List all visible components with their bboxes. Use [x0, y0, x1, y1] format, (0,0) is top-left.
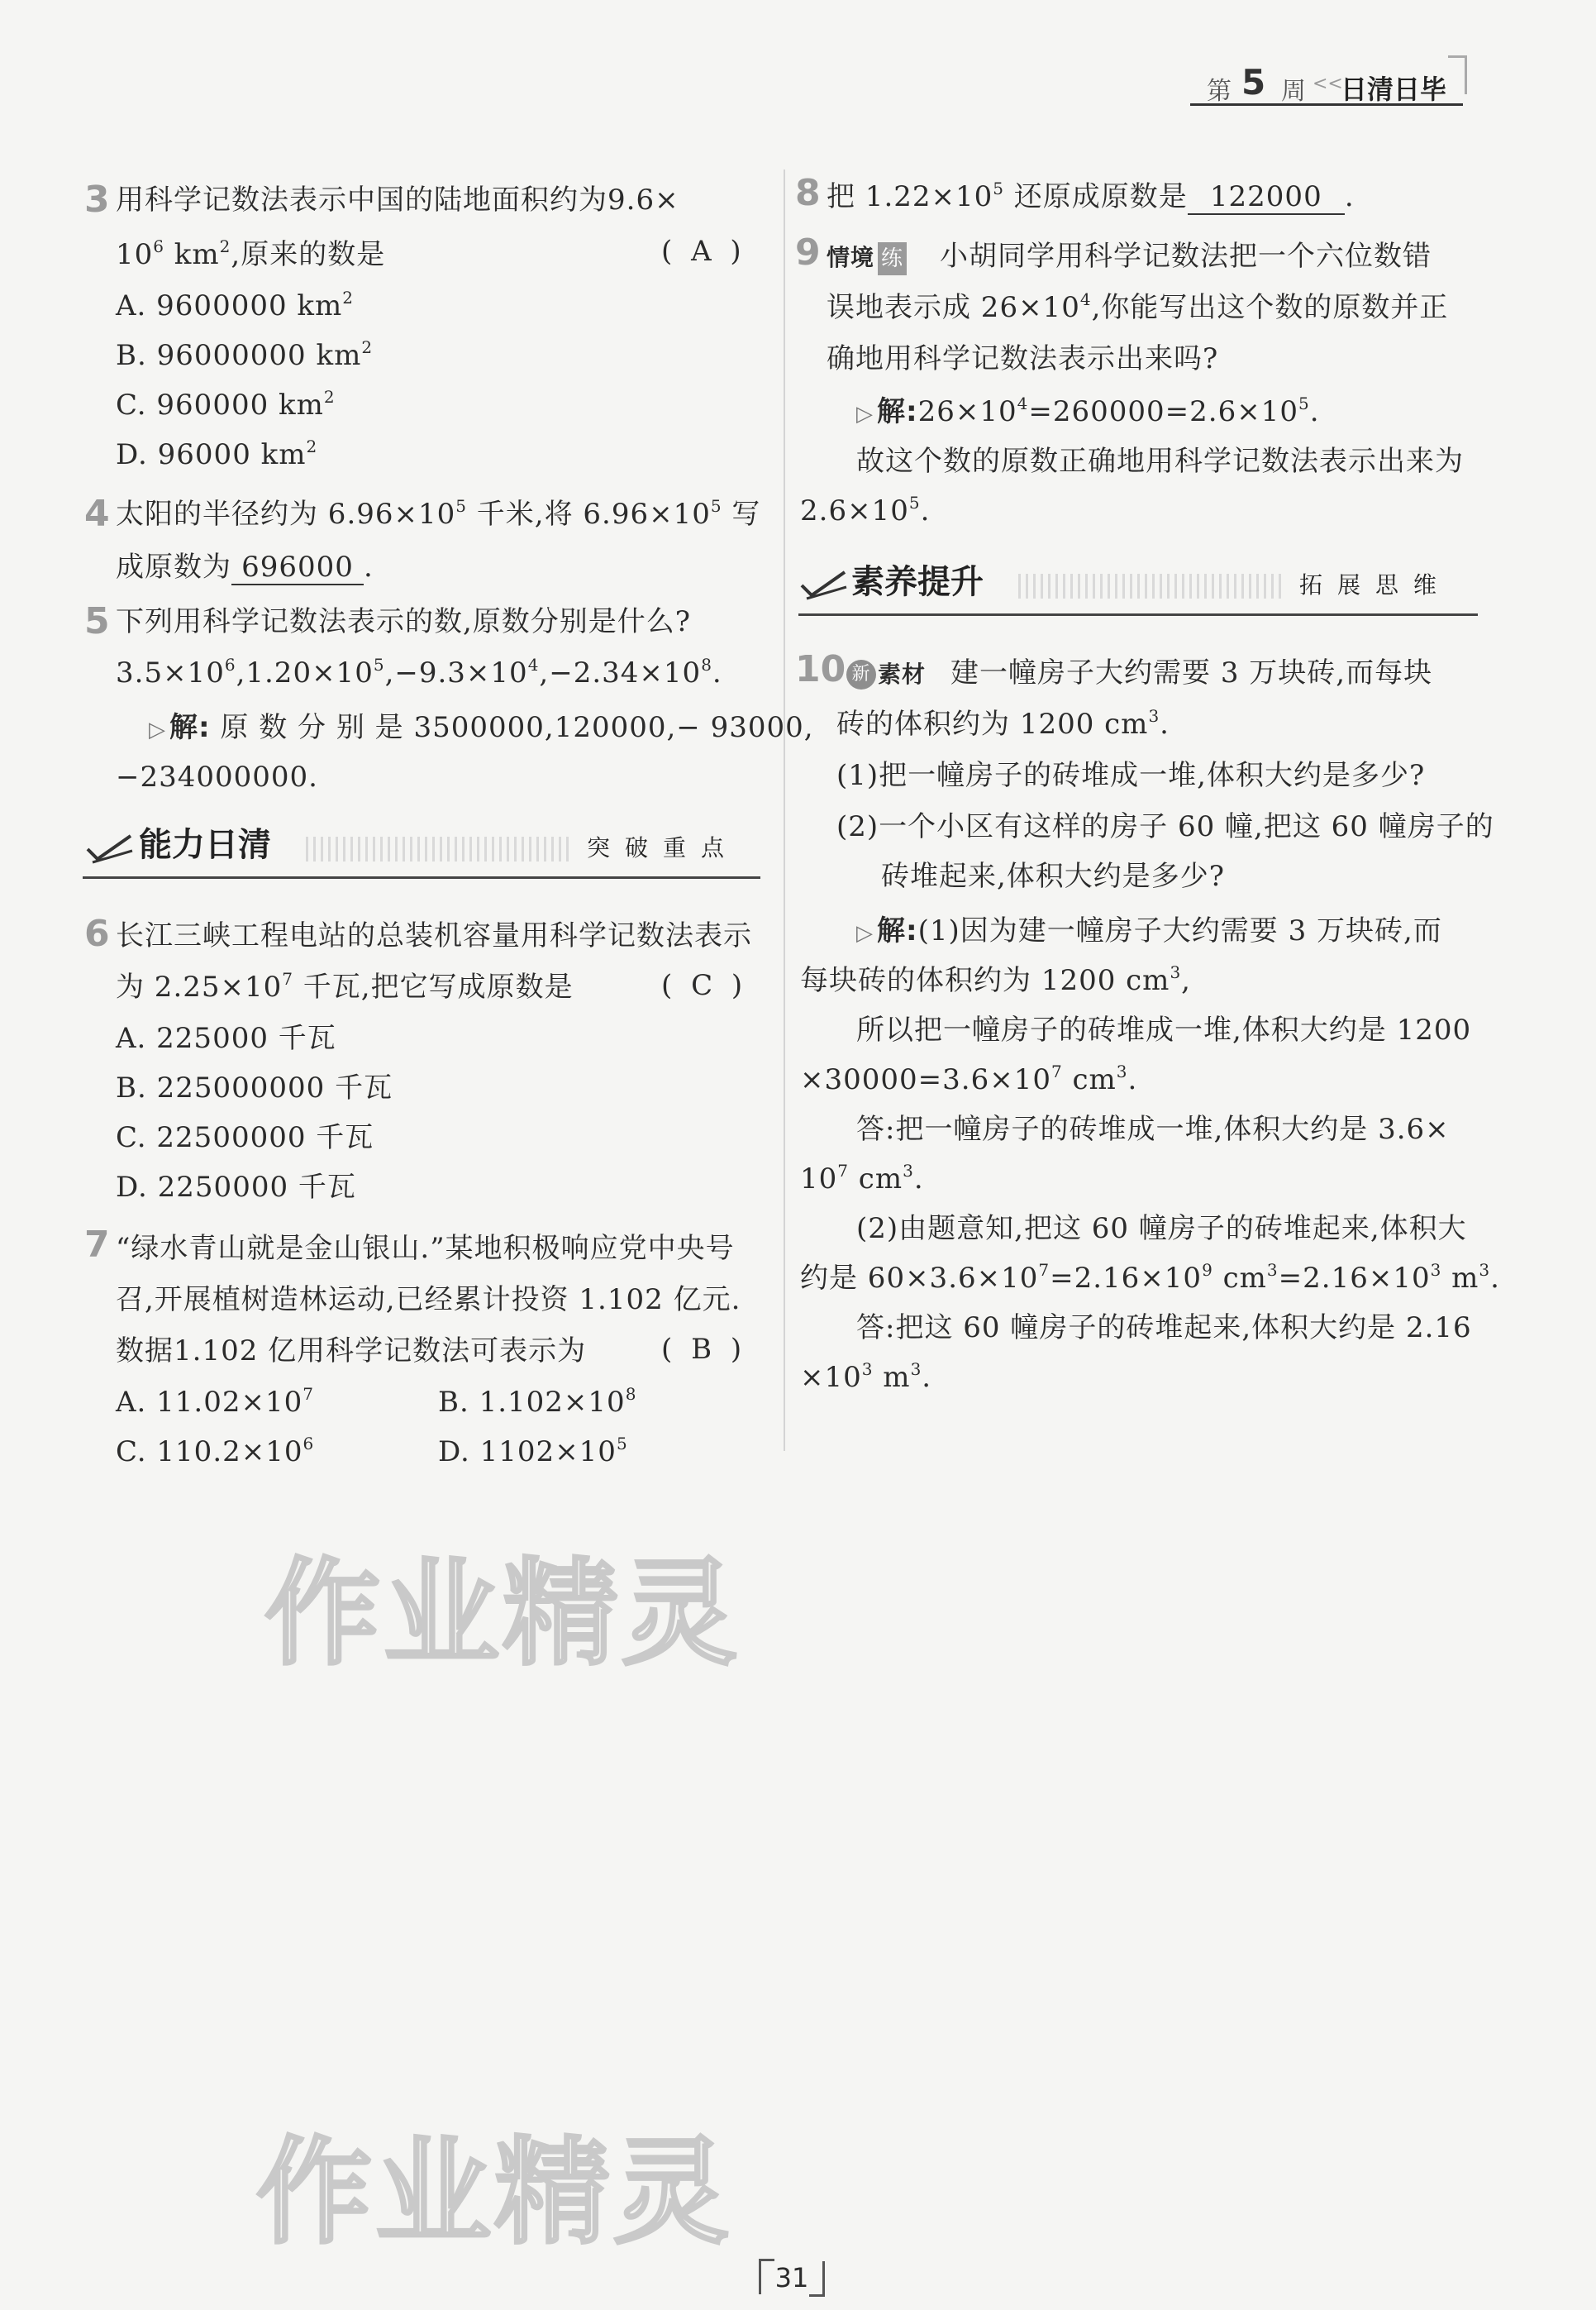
- option-c: C. 960000 $km^2$: [116, 387, 336, 422]
- question-number: 4: [84, 493, 110, 535]
- solution-answer: 答:把这 60 幢房子的砖堆起来,体积大约是 2.16: [856, 1311, 1472, 1344]
- page-header: [1190, 62, 1463, 112]
- solution-text: (2)由题意知,把这 60 幢房子的砖堆起来,体积大: [856, 1212, 1467, 1245]
- question-number: 10: [795, 648, 846, 690]
- question-number: 8: [795, 172, 821, 214]
- solution-answer: $10^7$ $cm^3$.: [800, 1161, 924, 1196]
- practice-badge: 练: [878, 242, 907, 275]
- section-title: 能力日清: [139, 826, 271, 864]
- new-badge: 新: [846, 660, 876, 690]
- option-d: D. 96000 $km^2$: [116, 437, 318, 471]
- question-text: 新 素材 建一幢房子大约需要 3 万块砖,而每块: [846, 656, 1432, 691]
- question-part-1: (1)把一幢房子的砖堆成一堆,体积大约是多少?: [836, 759, 1426, 792]
- question-text: 情境 练 小胡同学用科学记数法把一个六位数错: [827, 240, 1432, 275]
- question-text: 把 $1.22\times 10^5$ 还原成原数是 122000 .: [827, 179, 1355, 213]
- header-series-title: 日清日毕: [1341, 74, 1447, 105]
- option-b: B. 225000000 千瓦: [116, 1071, 393, 1105]
- solution-label: ▷ 解:: [856, 395, 918, 428]
- option-b: B. 96000000 $km^2$: [116, 337, 374, 372]
- option-c: C. 22500000 千瓦: [116, 1121, 374, 1154]
- question-number: 6: [84, 913, 110, 955]
- header-week-prefix: 第: [1207, 77, 1232, 106]
- section-dotbar: [306, 837, 570, 861]
- question-text: 砖的体积约为 1200 $cm^3$.: [836, 706, 1170, 741]
- question-part-2: (2)一个小区有这样的房子 60 幢,把这 60 幢房子的: [836, 810, 1494, 843]
- answer-choice: ( A ): [661, 235, 746, 268]
- answer-choice: ( B ): [661, 1333, 747, 1366]
- solution-answer: $\times 10^3$ $m^3$.: [800, 1359, 932, 1394]
- question-number: 5: [84, 600, 110, 642]
- solution-text: $2.6\times 10^5$.: [800, 493, 931, 527]
- section-title: 素养提升: [851, 563, 984, 601]
- solution-text: ▷ 解:(1)因为建一幢房子大约需要 3 万块砖,而: [856, 914, 1442, 947]
- question-text: 长江三峡工程电站的总装机容量用科学记数法表示: [116, 919, 752, 952]
- section-subtitle: 拓展思维: [1299, 571, 1452, 599]
- solution-text: 每块砖的体积约为 1200 $cm^3$,: [800, 962, 1191, 997]
- page-number: 31: [774, 2262, 809, 2293]
- question-text: 成原数为 696000 .: [116, 551, 374, 584]
- question-text: 召,开展植树造林运动,已经累计投资 1.102 亿元.: [116, 1283, 741, 1316]
- solution-text: $\times 30000=3.6\times 10^7$ $cm^3$.: [800, 1062, 1138, 1096]
- question-part-2: 砖堆起来,体积大约是多少?: [881, 860, 1226, 893]
- question-text: 确地用科学记数法表示出来吗?: [827, 342, 1219, 375]
- question-text: “绿水青山就是金山银山.”某地积极响应党中央号: [116, 1232, 735, 1265]
- answer-blank: 696000: [231, 551, 364, 585]
- solution-text: 所以把一幢房子的砖堆成一堆,体积大约是 1200: [856, 1014, 1472, 1047]
- check-pen-icon: [798, 567, 850, 602]
- question-number: 3: [84, 179, 110, 221]
- option-a: A. 9600000 $km^2$: [116, 288, 354, 322]
- option-b: B. $1.102\times 10^8$: [438, 1384, 637, 1419]
- check-pen-icon: [84, 831, 136, 866]
- option-a: A. 225000 千瓦: [116, 1022, 336, 1055]
- option-c: C. $110.2\times 10^6$: [116, 1434, 315, 1468]
- solution-text: ▷ 解: 原 数 分 别 是 3500000,120000,− 93000,: [149, 711, 814, 744]
- column-divider: [784, 169, 785, 1451]
- section-dotbar: [1018, 574, 1283, 599]
- option-d: D. 2250000 千瓦: [116, 1171, 356, 1204]
- question-text: $10^6$ $km^2$,原来的数是: [116, 236, 386, 271]
- section-rule: [83, 876, 760, 879]
- watermark-logo: 作业精灵: [256, 2126, 733, 2260]
- answer-choice: ( C ): [661, 969, 748, 1002]
- solution-text: ▷ 解$:26\times 10^4=260000=2.6\times 10^5$.: [856, 394, 1320, 428]
- material-tag: 素材: [878, 661, 927, 688]
- solution-text: −234000000.: [116, 761, 318, 794]
- solution-label: ▷ 解:: [856, 914, 918, 947]
- solution-text: 故这个数的原数正确地用科学记数法表示出来为: [856, 445, 1464, 478]
- context-tag: 情境: [827, 244, 875, 271]
- header-arrows: <<: [1313, 74, 1343, 94]
- section-rule: [798, 613, 1478, 616]
- page-number-box: [759, 2259, 825, 2297]
- question-text: 为 $2.25\times 10^7$ 千瓦,把它写成原数是: [116, 969, 574, 1004]
- solution-label: ▷ 解:: [149, 711, 211, 744]
- header-week-number: 5: [1241, 62, 1266, 103]
- question-text: $3.5\times 10^6,1.20\times 10^5,-9.3\times 10^4,-2.34\times 10^8$.: [116, 655, 722, 690]
- question-text: 太阳的半径约为 $6.96\times 10^5$ 千米,将 $6.96\times 10^5$ 写: [116, 496, 761, 531]
- section-subtitle: 突破重点: [587, 834, 740, 861]
- question-text: 误地表示成 $26\times 10^4$,你能写出这个数的原数并正: [827, 289, 1449, 324]
- question-text: 数据1.102 亿用科学记数法可表示为: [116, 1334, 587, 1367]
- question-number: 7: [84, 1224, 110, 1266]
- option-a: A. $11.02\times 10^7$: [116, 1384, 314, 1419]
- option-d: D. $1102\times 10^5$: [438, 1434, 628, 1468]
- question-text: 下列用科学记数法表示的数,原数分别是什么?: [116, 605, 692, 638]
- watermark-logo: 作业精灵: [264, 1547, 741, 1682]
- header-corner-mark: [1448, 55, 1467, 94]
- solution-text: 约是 $60\times 3.6\times 10^7=2.16\times 10^9$ $cm^3=2.16\times 10^3$ $m^3$.: [800, 1260, 1500, 1295]
- answer-blank: 122000: [1188, 180, 1345, 215]
- header-week-suffix: 周: [1281, 77, 1306, 106]
- question-text: 用科学记数法表示中国的陆地面积约为9.6×: [116, 184, 679, 217]
- question-number: 9: [795, 231, 821, 274]
- solution-answer: 答:把一幢房子的砖堆成一堆,体积大约是 3.6×: [856, 1113, 1450, 1146]
